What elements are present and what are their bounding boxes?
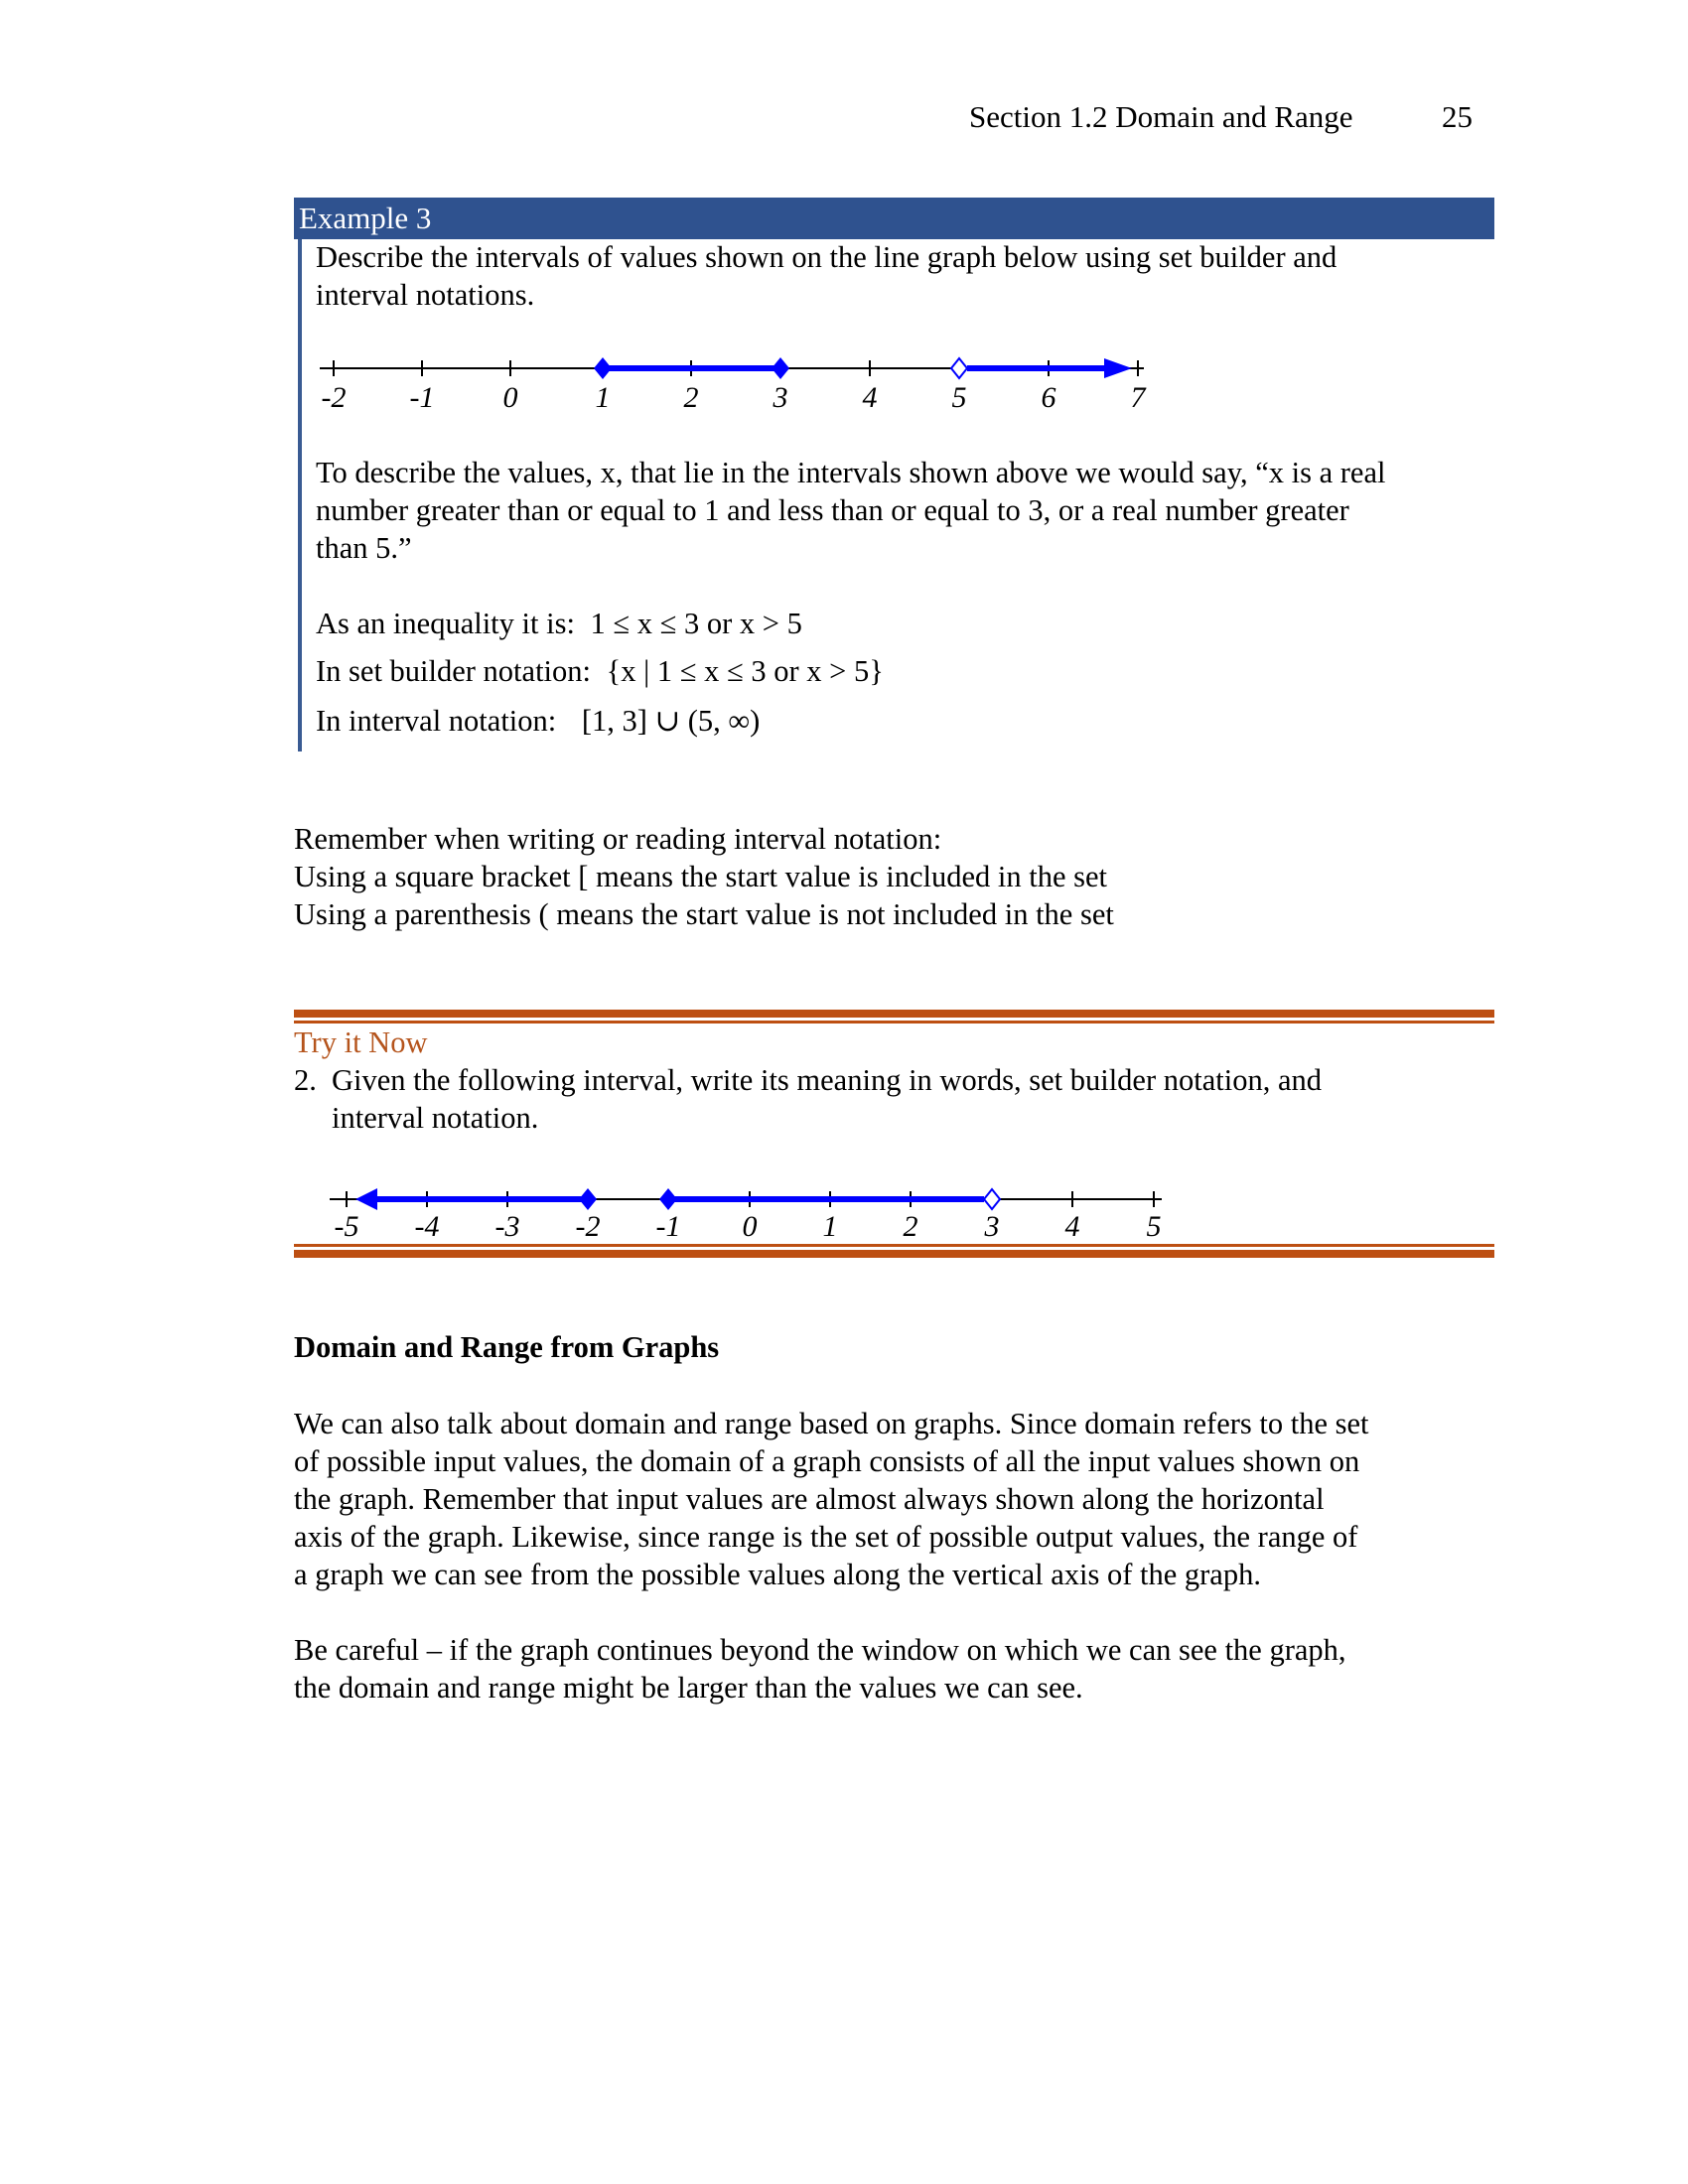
try-it-now-bottom-border <box>294 1250 1494 1258</box>
svg-text:6: 6 <box>1041 381 1056 414</box>
svg-text:0: 0 <box>502 381 518 414</box>
example-prompt-line-2: interval notations. <box>316 278 535 312</box>
svg-text:0: 0 <box>742 1210 758 1241</box>
interval-row <box>316 702 760 740</box>
svg-text:4: 4 <box>862 381 878 414</box>
description-line-3: than 5.” <box>316 531 412 565</box>
svg-text:-2: -2 <box>321 381 347 414</box>
svg-text:-1: -1 <box>409 381 435 414</box>
number-line-example <box>298 338 1172 417</box>
svg-text:2: 2 <box>683 381 699 414</box>
svg-text:-4: -4 <box>414 1210 440 1241</box>
example-title: Example 3 <box>299 201 432 235</box>
inequality-row <box>316 605 802 642</box>
try-item-number: 2. <box>294 1063 317 1097</box>
set-builder-row <box>316 652 884 690</box>
svg-text:5: 5 <box>1146 1210 1162 1241</box>
description-line-2: number greater than or equal to 1 and less than or equal to 3, or a real number greater <box>316 493 1349 527</box>
set-builder-label: In set builder notation: <box>316 654 591 688</box>
remember-line-3: Using a parenthesis ( means the start value is not included in the set <box>294 897 1114 931</box>
try-item-line-2: interval notation. <box>332 1101 539 1135</box>
paragraph1-line-5: a graph we can see from the possible values along the vertical axis of the graph. <box>294 1558 1261 1591</box>
try-it-now-top-border-thin <box>294 1021 1494 1024</box>
running-header-title: Section 1.2 Domain and Range <box>969 99 1353 134</box>
paragraph1-line-2: of possible input values, the domain of a graph consists of all the input values shown on <box>294 1444 1360 1478</box>
tick-labels <box>322 381 1148 414</box>
remember-line-1: Remember when writing or reading interval notation: <box>294 822 942 856</box>
left-arrow-icon <box>355 1188 377 1210</box>
try-item-line-1: Given the following interval, write its meaning in words, set builder notation, and <box>332 1063 1322 1097</box>
svg-text:-2: -2 <box>575 1210 601 1241</box>
paragraph1-line-4: axis of the graph. Likewise, since range is the set of possible output values, the range of <box>294 1520 1358 1554</box>
interval-value: [1, 3] ∪ (5, ∞) <box>581 704 761 738</box>
set-builder-value: {x | 1 ≤ x ≤ 3 or x > 5} <box>606 654 884 688</box>
paragraph2-line-1: Be careful – if the graph continues beyond the window on which we can see the graph, <box>294 1633 1346 1667</box>
right-arrow-icon <box>1104 358 1132 378</box>
inequality-label: As an inequality it is: <box>316 607 575 640</box>
inequality-value: 1 ≤ x ≤ 3 or x > 5 <box>590 607 802 640</box>
example-header-bar <box>294 198 1494 239</box>
section-heading: Domain and Range from Graphs <box>294 1330 720 1364</box>
svg-text:5: 5 <box>951 381 967 414</box>
interval-label: In interval notation: <box>316 704 557 738</box>
remember-line-2: Using a square bracket [ means the start value is included in the set <box>294 860 1108 893</box>
svg-text:-1: -1 <box>655 1210 681 1241</box>
svg-text:1: 1 <box>822 1210 838 1241</box>
svg-text:-5: -5 <box>334 1210 359 1241</box>
svg-text:1: 1 <box>595 381 611 414</box>
page-number: 25 <box>1442 99 1473 134</box>
try-it-now-top-border <box>294 1010 1494 1018</box>
svg-text:4: 4 <box>1064 1210 1080 1241</box>
paragraph1-line-3: the graph. Remember that input values are almost always shown along the horizontal <box>294 1482 1325 1516</box>
description-line-1: To describe the values, x, that lie in the intervals shown above we would say, “x is a real <box>316 456 1386 489</box>
svg-text:2: 2 <box>903 1210 918 1241</box>
example-prompt-line-1: Describe the intervals of values shown on the line graph below using set builder and <box>316 240 1337 274</box>
svg-text:7: 7 <box>1130 381 1146 414</box>
svg-text:3: 3 <box>984 1210 1000 1241</box>
closed-endpoint-1 <box>594 357 612 379</box>
open-endpoint-5 <box>951 358 967 378</box>
number-line-try-it-now <box>318 1166 1192 1241</box>
example-left-border <box>298 239 302 751</box>
try-it-now-bottom-border-thin <box>294 1244 1494 1247</box>
svg-text:-3: -3 <box>494 1210 520 1241</box>
closed-endpoint-neg1 <box>659 1188 677 1210</box>
try-it-now-title: Try it Now <box>294 1025 428 1059</box>
closed-endpoint-neg2 <box>579 1188 597 1210</box>
paragraph1-line-1: We can also talk about domain and range based on graphs. Since domain refers to the set <box>294 1407 1369 1440</box>
paragraph2-line-2: the domain and range might be larger than the values we can see. <box>294 1671 1083 1705</box>
closed-endpoint-3 <box>772 357 789 379</box>
tick-labels <box>335 1210 1162 1241</box>
svg-text:3: 3 <box>773 381 788 414</box>
open-endpoint-3 <box>984 1189 1000 1209</box>
